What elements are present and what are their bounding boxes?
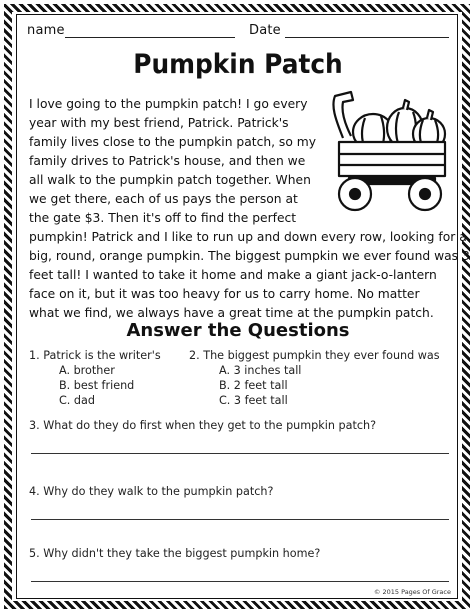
question-4: 4. Why do they walk to the pumpkin patch? [29, 485, 274, 498]
date-line[interactable] [285, 37, 449, 38]
questions-heading: Answer the Questions [126, 320, 350, 341]
page-title: Pumpkin Patch [133, 49, 343, 80]
q2-option-c[interactable]: C. 3 feet tall [219, 394, 288, 407]
story-line: we get there, each of us pays the person at [29, 192, 298, 206]
story-line: all walk to the pumpkin patch together. When [29, 173, 311, 187]
name-line[interactable] [65, 37, 235, 38]
q1-option-b[interactable]: B. best friend [59, 379, 135, 392]
story-line: pumpkin! Patrick and I like to run up and down every row, looking for a [29, 230, 467, 244]
question-1: 1. Patrick is the writer's [29, 349, 161, 362]
answer-line-4[interactable] [31, 519, 449, 520]
story-line: I love going to the pumpkin patch! I go every [29, 97, 308, 111]
name-label: name [27, 23, 65, 38]
story-line: big, round, orange pumpkin. The biggest pumpkin we ever found was 3 [29, 249, 470, 263]
question-3: 3. What do they do first when they get to the pumpkin patch? [29, 419, 377, 432]
story-line: year with my best friend, Patrick. Patrick's [29, 116, 289, 130]
story-line: face on it, but it was too heavy for us to carry home. No matter [29, 287, 420, 301]
story-line: the gate $3. Then it's off to find the perfect [29, 211, 297, 225]
q2-option-a[interactable]: A. 3 inches tall [219, 364, 302, 377]
story-line: family drives to Patrick's house, and then we [29, 154, 306, 168]
story-line: feet tall! I wanted to take it home and make a giant jack-o-lantern [29, 268, 437, 282]
question-5: 5. Why didn't they take the biggest pumpkin home? [29, 547, 321, 560]
q2-option-b[interactable]: B. 2 feet tall [219, 379, 288, 392]
q1-option-a[interactable]: A. brother [59, 364, 115, 377]
date-label: Date [249, 23, 281, 38]
story-line: family lives close to the pumpkin patch, so my [29, 135, 317, 149]
answer-line-5[interactable] [31, 581, 449, 582]
wagon-pumpkins-illustration [321, 88, 453, 220]
q1-option-c[interactable]: C. dad [59, 394, 95, 407]
copyright: © 2015 Pages Of Grace [373, 588, 451, 596]
worksheet [16, 14, 470, 599]
answer-line-3[interactable] [31, 453, 449, 454]
question-2: 2. The biggest pumpkin they ever found was [189, 349, 440, 362]
story-line: what we find, we always have a great time at the pumpkin patch. [29, 306, 434, 320]
